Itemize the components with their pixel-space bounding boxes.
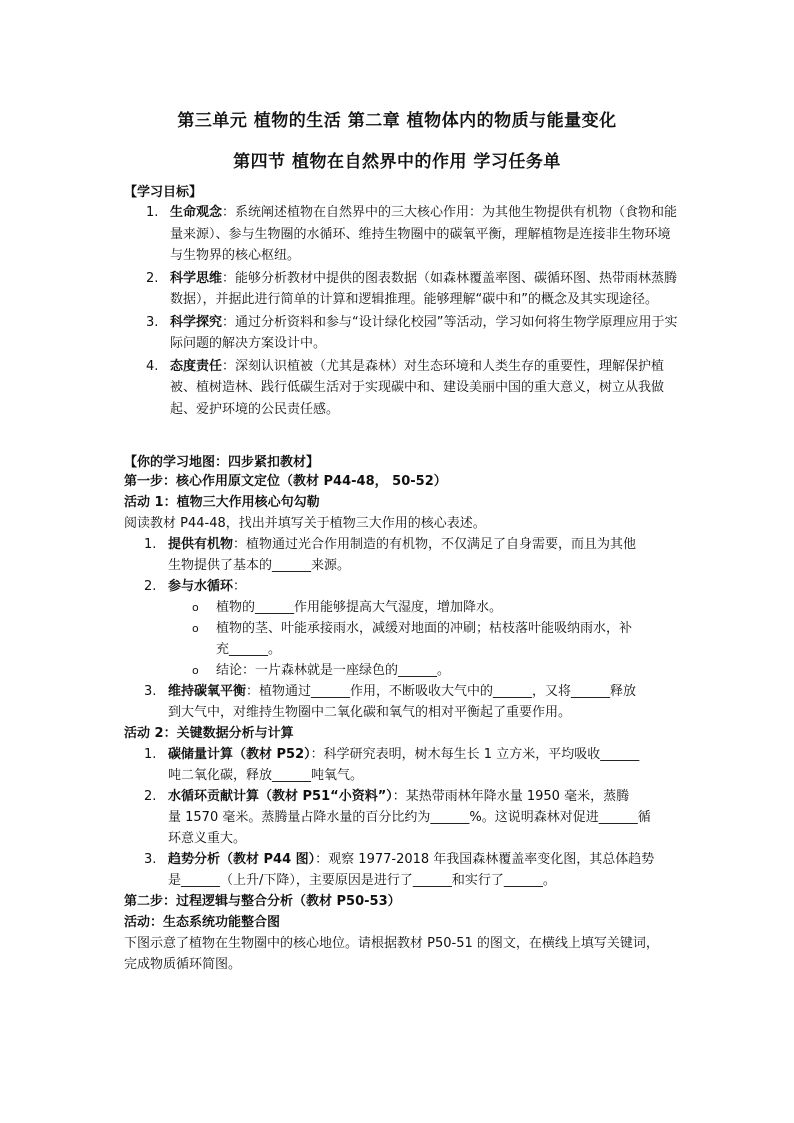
item-text-continued: 生物提供了基本的______来源。 xyxy=(168,558,351,573)
activity1-item xyxy=(144,576,247,597)
item-lead: 水循环贡献计算（教材 P51“小资料”） xyxy=(168,789,393,804)
item-number: 3. xyxy=(144,684,157,699)
bullet-text: 植物的茎、叶能承接雨水，减缓对地面的冲刷；枯枝落叶能吸纳雨水，补 xyxy=(216,621,633,636)
activity2-item xyxy=(144,744,640,765)
item-lead: 维持碳氧平衡 xyxy=(168,684,247,699)
goal-number: 3. xyxy=(146,314,159,330)
item-text-continued: 环意义重大。 xyxy=(168,831,247,846)
goal-lead: 科学探究 xyxy=(170,314,223,330)
item-lead: 趋势分析（教材 P44 图） xyxy=(168,852,316,867)
activity1-item xyxy=(144,534,637,555)
activity3-intro-continued: 完成物质循环简图。 xyxy=(124,957,242,972)
goal-item xyxy=(124,312,679,355)
activity1-title: 活动 1：植物三大作用核心句勾勒 xyxy=(124,495,320,510)
item-number: 3. xyxy=(144,852,157,867)
item-text-continued: 是______（上升/下降），主要原因是进行了______和实行了______。 xyxy=(168,873,556,888)
goal-lead: 科学思维 xyxy=(170,270,223,286)
activity2-item xyxy=(144,786,630,807)
activity1-intro: 阅读教材 P44-48，找出并填写关于植物三大作用的核心表述。 xyxy=(124,516,486,531)
goal-item xyxy=(124,268,679,311)
goal-number: 1. xyxy=(146,205,159,220)
unit-title: 第三单元 植物的生活 第二章 植物体内的物质与能量变化 xyxy=(177,111,617,131)
item-number: 1. xyxy=(144,537,157,552)
bullet-text-continued: 充______。 xyxy=(216,642,282,657)
activity1-item xyxy=(144,681,637,702)
activity2-item xyxy=(144,849,655,870)
bullet-marker: o xyxy=(192,601,199,614)
sub-bullet xyxy=(192,597,503,618)
sub-bullet xyxy=(192,618,633,639)
goal-number: 4. xyxy=(146,358,159,374)
item-number: 1. xyxy=(144,747,157,762)
item-lead: 参与水循环 xyxy=(168,579,234,594)
item-text: ：观察 1977-2018 年我国森林覆盖率变化图，其总体趋势 xyxy=(315,852,655,867)
sub-bullet xyxy=(192,660,451,681)
bullet-marker: o xyxy=(192,664,199,677)
goal-lead: 态度责任 xyxy=(170,358,223,374)
goals-list xyxy=(124,202,679,421)
step1-heading: 第一步：核心作用原文定位（教材 P44-48， 50-52） xyxy=(124,474,447,489)
map-heading: 【你的学习地图：四步紧扣教材】 xyxy=(124,455,320,470)
item-text: ：某热带雨林年降水量 1950 毫米，蒸腾 xyxy=(392,789,630,804)
step2-heading: 第二步：过程逻辑与整合分析（教材 P50-53） xyxy=(124,894,401,909)
goal-lead: 生命观念 xyxy=(170,205,223,220)
item-text-continued: 量 1570 毫米。蒸腾量占降水量的百分比约为______%。这说明森林对促进______循 xyxy=(168,810,651,825)
activity3-intro: 下图示意了植物在生物圈中的核心地位。请根据教材 P50-51 的图文，在横线上填写关键词， xyxy=(124,936,659,951)
activity2-title: 活动 2：关键数据分析与计算 xyxy=(124,726,294,741)
item-lead: 提供有机物 xyxy=(168,537,234,552)
item-text: ：科学研究表明，树木每生长 1 立方米，平均吸收______ xyxy=(310,747,640,762)
activity3-title: 活动：生态系统功能整合图 xyxy=(124,915,281,930)
goals-heading: 【学习目标】 xyxy=(124,185,203,200)
goal-number: 2. xyxy=(146,270,159,286)
goal-text: ：深刻认识植被（尤其是森林）对生态环境和人类生存的重要性，理解保护植被、植树造林、践行低碳生活对于实现碳中和、建设美丽中国的重大意义，树立从我做起、爱护环境的公民责任感。 xyxy=(170,358,665,417)
item-lead: 碳储量计算（教材 P52） xyxy=(168,747,311,762)
bullet-text: 结论：一片森林就是一座绿色的______。 xyxy=(216,663,451,678)
goal-item xyxy=(124,356,679,421)
item-text-continued: 到大气中，对维持生物圈中二氧化碳和氧气的相对平衡起了重要作用。 xyxy=(168,705,572,720)
goal-text: ：能够分析教材中提供的图表数据（如森林覆盖率图、碳循环图、热带雨林蒸腾数据），并据此进行简单的计算和逻辑推理。能够理解“碳中和”的概念及其实现途径。 xyxy=(170,270,678,307)
item-text: ：植物通过光合作用制造的有机物，不仅满足了自身需要，而且为其他 xyxy=(233,537,637,552)
item-text: ：植物通过______作用，不断吸收大气中的______，又将______释放 xyxy=(246,684,637,699)
bullet-text: 植物的______作用能够提高大气湿度，增加降水。 xyxy=(216,600,503,615)
item-number: 2. xyxy=(144,579,157,594)
bullet-marker: o xyxy=(192,622,199,635)
goal-text: ：通过分析资料和参与“设计绿化校园”等活动，学习如何将生物学原理应用于实际问题的解决方案设计中。 xyxy=(170,314,678,351)
goal-item xyxy=(124,202,679,267)
item-number: 2. xyxy=(144,789,157,804)
lesson-title: 第四节 植物在自然界中的作用 学习任务单 xyxy=(233,152,561,172)
goal-text: ：系统阐述植物在自然界中的三大核心作用：为其他生物提供有机物（食物和能量来源）、参与生物圈的水循环、维持生物圈中的碳氧平衡，理解植物是连接非生物环境与生物界的核心枢纽。 xyxy=(170,205,678,263)
item-text-continued: 吨二氧化碳，释放______吨氧气。 xyxy=(168,768,364,783)
item-text: ： xyxy=(233,579,247,594)
